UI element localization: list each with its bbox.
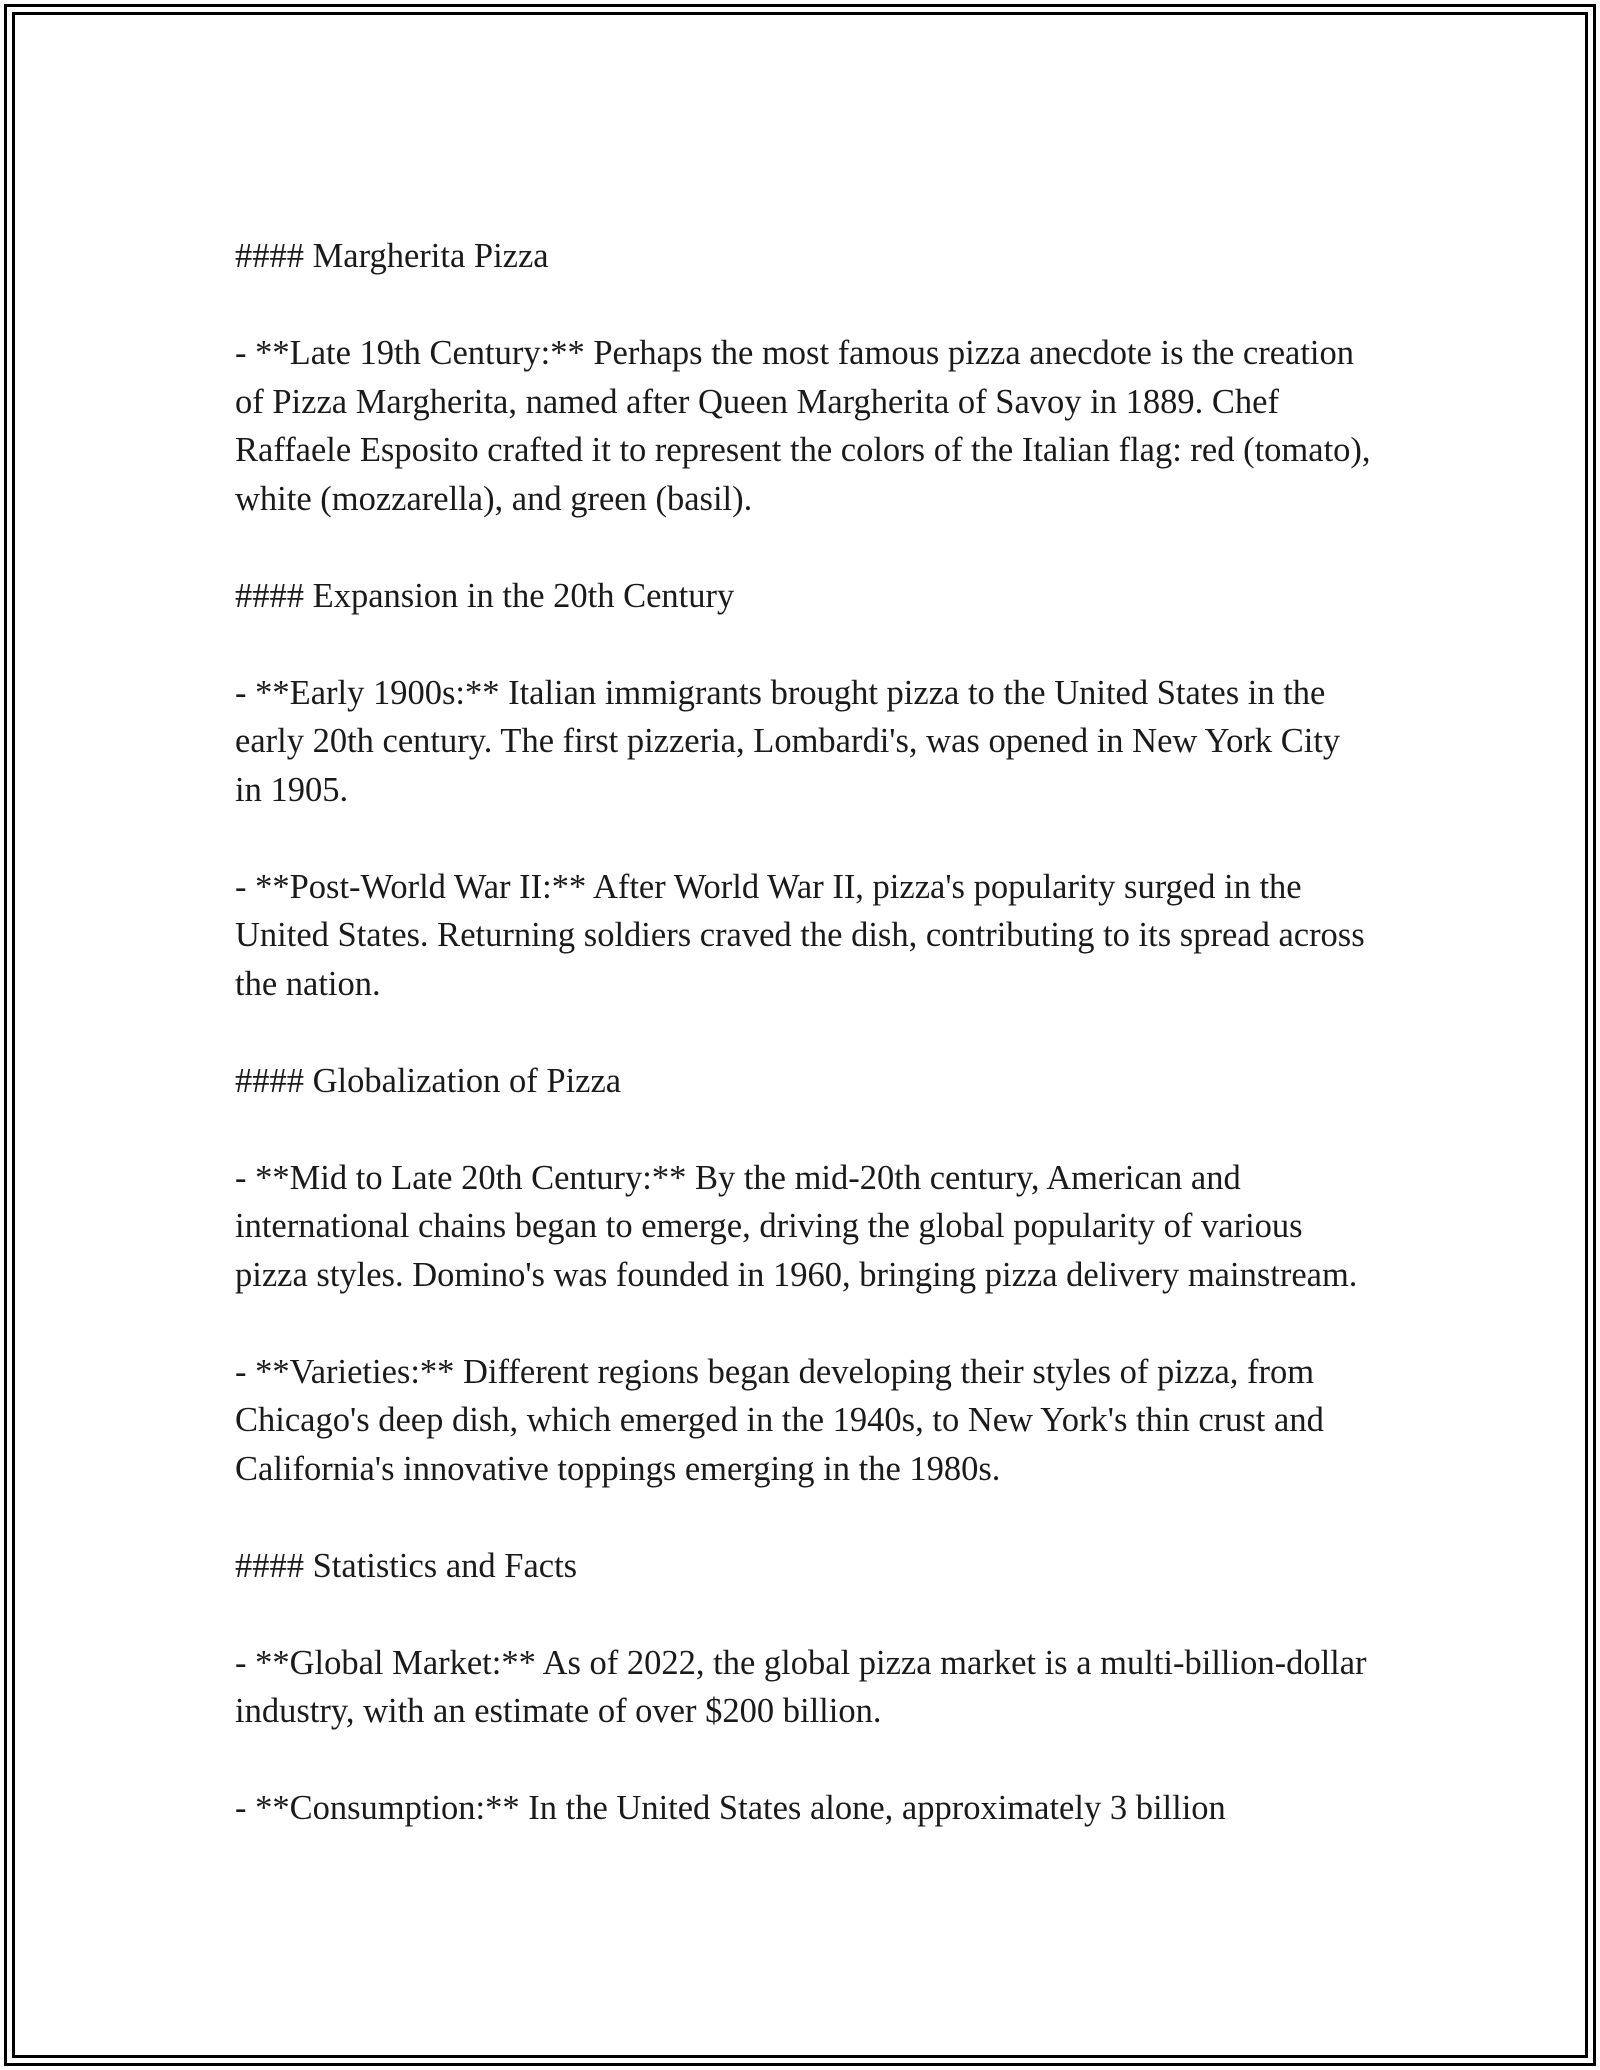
- paragraph-varieties: - **Varieties:** Different regions began developing their styles of pizza, from Chicago's deep dish, which emerged in the 1940s, to New York's thin crust and California's innovative toppings emerging in the 1980s.: [235, 1352, 1324, 1488]
- paragraph-late-19th-century: - **Late 19th Century:** Perhaps the most famous pizza anecdote is the creation of Pizza Margherita, named after Queen Margherita of Savoy in 1889. Chef Raffaele Esposito crafted it to represent the colors of the Italian flag: red (tomato), white (mozzarella), and green (basil).: [235, 334, 1371, 518]
- section-heading-margherita: #### Margherita Pizza: [235, 237, 549, 275]
- section-heading-expansion: #### Expansion in the 20th Century: [235, 576, 735, 615]
- paragraph-mid-to-late-20th-century: - **Mid to Late 20th Century:** By the mid-20th century, American and international chains began to emerge, driving the global popularity of various pizza styles. Domino's was founded in 1960, bringing pizza delivery mainstream.: [235, 1158, 1358, 1294]
- paragraph-early-1900s: - **Early 1900s:** Italian immigrants brought pizza to the United States in the early 20th century. The first pizzeria, Lombardi's, was opened in New York City in 1905.: [235, 673, 1341, 809]
- section-heading-globalization: #### Globalization of Pizza: [235, 1061, 622, 1100]
- paragraph-global-market: - **Global Market:** As of 2022, the global pizza market is a multi-billion-dollar industry, with an estimate of over $200 billion.: [235, 1643, 1367, 1730]
- document-body: [235, 232, 1375, 1833]
- paragraph-post-world-war-ii: - **Post-World War II:** After World War II, pizza's popularity surged in the United States. Returning soldiers craved the dish, contributing to its spread across the nation.: [235, 867, 1365, 1003]
- section-heading-statistics: #### Statistics and Facts: [235, 1546, 578, 1585]
- paragraph-consumption: - **Consumption:** In the United States alone, approximately 3 billion: [235, 1789, 1226, 1827]
